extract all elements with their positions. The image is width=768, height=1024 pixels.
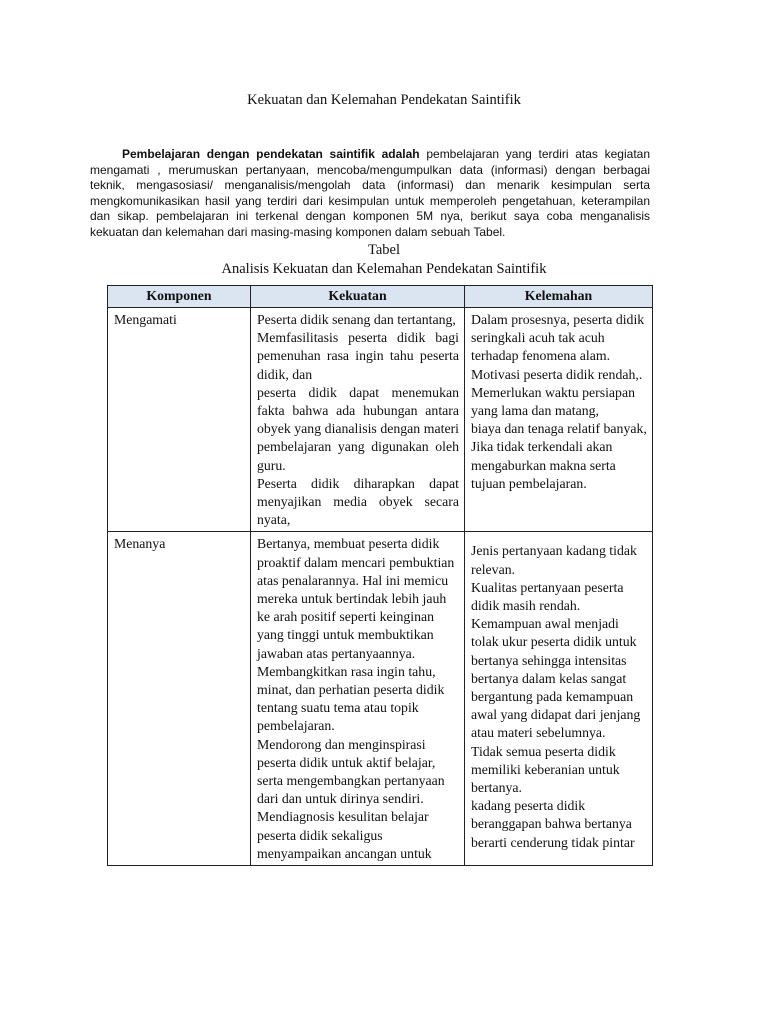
kelemahan-point: Kemampuan awal menjadi tolak ukur peserta didik untuk bertanya sehingga intensitas bertanya dalam kelas sangat bergantung pada kemampuan awal yang didapat dari jenjang atau materi sebelumnya.	[471, 616, 641, 741]
table-caption-title: Analisis Kekuatan dan Kelemahan Pendekatan Saintifik	[221, 261, 547, 277]
kelemahan-point: Jenis pertanyaan kadang tidak relevan.	[471, 543, 637, 577]
kekuatan-point: Peserta didik senang dan tertantang,	[257, 312, 456, 327]
header-kekuatan: Kekuatan	[251, 286, 465, 308]
cell-kekuatan	[251, 532, 465, 866]
kekuatan-point: Bertanya, membuat peserta didik proaktif dalam mencari pembuktian atas penalarannya. Hal ini memicu mereka untuk bertindak lebih jauh ke arah positif seperti keinginan yang tinggi untuk membuktikan jawaban atas pertanyaannya.	[257, 536, 455, 661]
kelemahan-point: kadang peserta didik beranggapan bahwa bertanya berarti cenderung tidak pintar	[471, 798, 635, 850]
cell-komponen: Menanya	[108, 532, 251, 866]
cell-kekuatan	[251, 308, 465, 532]
kelemahan-point: Jika tidak terkendali akan mengaburkan makna serta tujuan pembelajaran.	[471, 439, 616, 491]
table-caption	[0, 241, 768, 279]
intro-lead: Pembelajaran dengan pendekatan saintifik adalah	[122, 147, 420, 161]
intro-body: pembelajaran yang terdiri atas kegiatan mengamati , merumuskan pertanyaan, mencoba/mengumpulkan data (informasi) dengan berbagai teknik, mengasosiasi/ menganalisis/mengolah data (informasi) dan menarik kesimpulan serta mengkomunikasikan hasil yang terdiri dari kesimpulan untuk memperoleh pengetahuan, keterampilan dan sikap. pembelajaran ini terkenal dengan komponen 5M nya, berikut saya coba menganalisis kekuatan dan kelemahan dari masing-masing komponen dalam sebuah Tabel.	[90, 147, 650, 239]
table-row-mengamati	[108, 308, 653, 532]
header-komponen: Komponen	[108, 286, 251, 308]
kekuatan-point: Mendorong dan menginspirasi peserta didik untuk aktif belajar, serta mengembangkan pertanyaan dari dan untuk dirinya sendiri.	[257, 736, 445, 807]
cell-kelemahan	[465, 532, 653, 866]
kelemahan-point: Dalam prosesnya, peserta didik seringkali acuh tak acuh terhadap fenomena alam.	[471, 312, 645, 364]
kelemahan-point: Tidak semua peserta didik memiliki keberanian untuk bertanya.	[471, 743, 620, 796]
document-title: Kekuatan dan Kelemahan Pendekatan Saintifik	[247, 92, 521, 108]
header-kelemahan: Kelemahan	[465, 286, 653, 308]
cell-kelemahan	[465, 308, 653, 532]
kekuatan-point: Membangkitkan rasa ingin tahu, minat, dan perhatian peserta didik tentang suatu tema atau topik pembelajaran.	[257, 663, 445, 734]
kelemahan-point: Memerlukan waktu persiapan yang lama dan matang,	[471, 384, 635, 419]
kelemahan-point: Motivasi peserta didik rendah,.	[471, 366, 643, 382]
intro-paragraph	[90, 147, 650, 241]
table-row-menanya	[108, 532, 653, 866]
table-caption-label: Tabel	[368, 242, 400, 258]
cell-komponen: Mengamati	[108, 308, 251, 532]
kekuatan-point: Memfasilitasis peserta didik bagi pemenuhan rasa ingin tahu peserta didik, dan	[257, 330, 459, 382]
kekuatan-point: Mendiagnosis kesulitan belajar peserta didik sekaligus menyampaikan ancangan untuk	[257, 809, 432, 861]
analysis-table	[107, 285, 653, 866]
kelemahan-point: biaya dan tenaga relatif banyak,	[471, 421, 647, 437]
kekuatan-point: Peserta didik diharapkan dapat menyajikan media obyek secara nyata,	[257, 475, 459, 528]
table-header-row	[108, 286, 653, 308]
kekuatan-point: peserta didik dapat menemukan fakta bahwa ada hubungan antara obyek yang dianalisis dengan materi pembelajaran yang digunakan oleh guru.	[257, 384, 459, 473]
kelemahan-point: Kualitas pertanyaan peserta didik masih rendah.	[471, 579, 624, 614]
